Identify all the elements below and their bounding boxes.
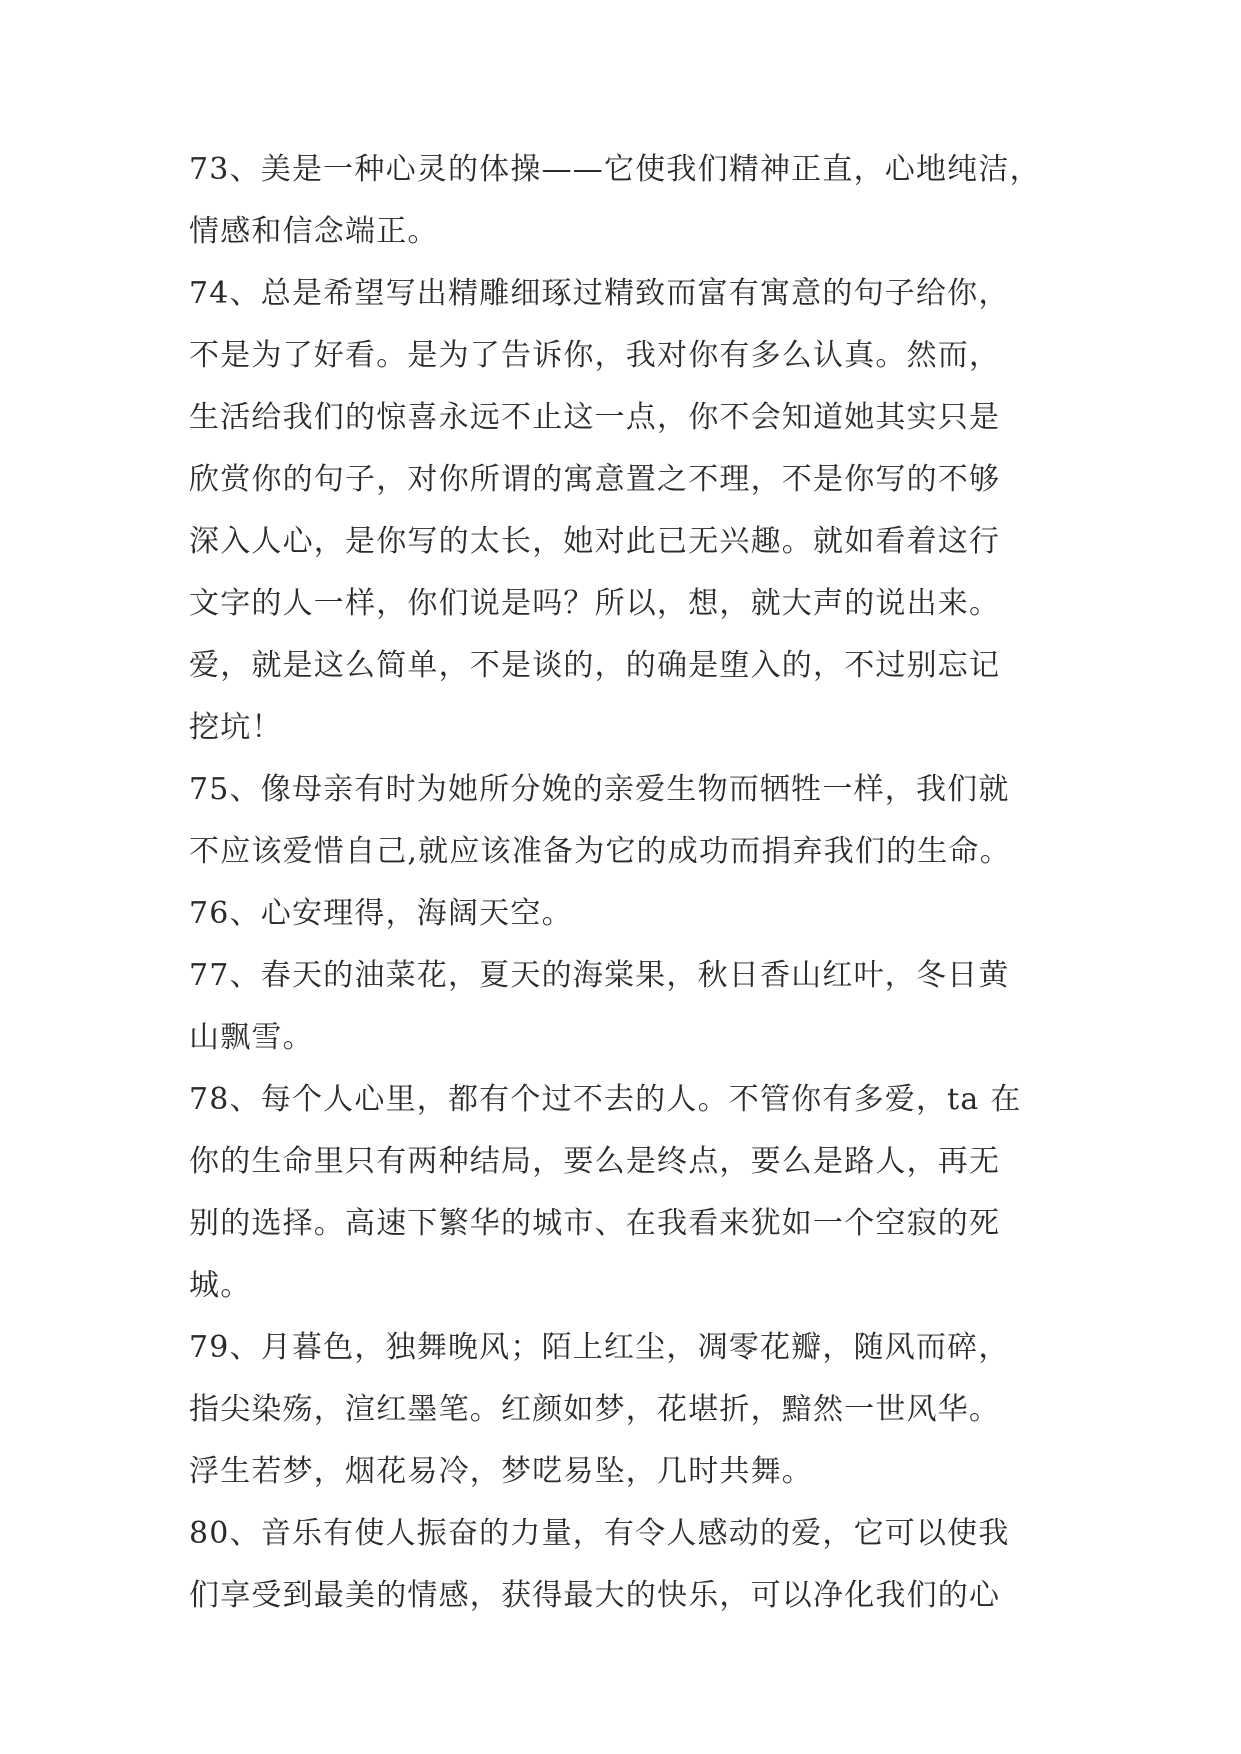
text-line: 浮生若梦，烟花易冷，梦呓易坠，几时共舞。 [189, 1454, 813, 1489]
text-line: 生活给我们的惊喜永远不止这一点，你不会知道她其实只是 [189, 400, 1001, 435]
text-line: 别的选择。高速下繁华的城市、在我看来犹如一个空寂的死 [189, 1206, 1001, 1241]
text-line: 77、春天的油菜花，夏天的海棠果，秋日香山红叶，冬日黄 [189, 958, 1010, 993]
text-line: 75、像母亲有时为她所分娩的亲爱生物而牺牲一样，我们就 [189, 772, 1010, 807]
text-line: 情感和信念端正。 [189, 214, 439, 249]
text-line: 不应该爱惜自己,就应该准备为它的成功而捐弃我们的生命。 [189, 834, 1011, 869]
text-line: 73、美是一种心灵的体操——它使我们精神正直，心地纯洁， [189, 152, 1041, 187]
text-line: 指尖染殇，渲红墨笔。红颜如梦，花堪折，黯然一世风华。 [189, 1392, 1001, 1427]
text-line: 74、总是希望写出精雕细琢过精致而富有寓意的句子给你， [189, 276, 1010, 311]
text-line: 挖坑！ [189, 710, 283, 745]
text-line: 山飘雪。 [189, 1020, 314, 1055]
text-line: 爱，就是这么简单，不是谈的，的确是堕入的，不过别忘记 [189, 648, 1001, 683]
text-line: 79、月暮色，独舞晚风；陌上红尘，凋零花瓣，随风而碎， [189, 1330, 1010, 1365]
text-line: 文字的人一样，你们说是吗？所以，想，就大声的说出来。 [189, 586, 1001, 621]
text-line: 80、音乐有使人振奋的力量，有令人感动的爱，它可以使我 [189, 1516, 1010, 1551]
text-line: 不是为了好看。是为了告诉你，我对你有多么认真。然而， [189, 338, 1001, 373]
text-line: 76、心安理得，海阔天空。 [189, 896, 573, 931]
text-line: 你的生命里只有两种结局，要么是终点，要么是路人，再无 [189, 1144, 1001, 1179]
text-line: 深入人心，是你写的太长，她对此已无兴趣。就如看着这行 [189, 524, 1001, 559]
text-line: 们享受到最美的情感，获得最大的快乐，可以净化我们的心 [189, 1578, 1001, 1613]
text-line: 欣赏你的句子，对你所谓的寓意置之不理，不是你写的不够 [189, 462, 1001, 497]
text-line: 城。 [189, 1268, 252, 1303]
text-line: 78、每个人心里，都有个过不去的人。不管你有多爱，ta 在 [189, 1082, 1022, 1117]
